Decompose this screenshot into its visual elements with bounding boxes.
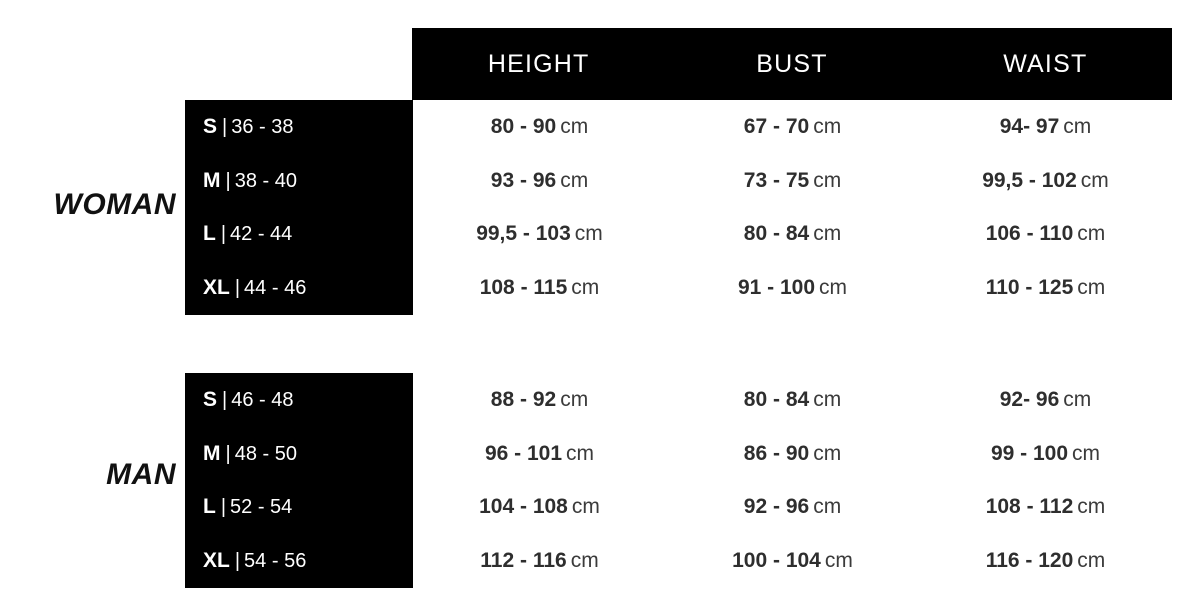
height-unit: cm [560,387,589,411]
size-cell [185,442,413,466]
column-header-bust: BUST [756,49,828,78]
waist-cell [919,495,1172,519]
size-code: XL [203,549,230,573]
height-value: 88 - 92 [490,387,557,411]
height-cell [413,495,666,519]
group-label-woman: WOMAN [53,188,176,221]
size-range: 44 - 46 [244,277,307,300]
waist-unit: cm [1077,222,1106,246]
bust-unit: cm [813,387,842,411]
size-separator: | [234,277,241,300]
height-value: 99,5 - 103 [476,222,571,246]
bust-unit: cm [813,222,842,246]
height-cell [413,442,666,466]
bust-cell [666,115,919,139]
table-body-woman [185,100,1172,315]
bust-unit: cm [813,495,842,519]
size-code: M [203,441,221,465]
size-separator: | [225,442,231,465]
waist-cell [919,388,1172,412]
waist-unit: cm [1072,441,1101,465]
height-value: 112 - 116 [480,549,567,573]
column-header-height: HEIGHT [487,49,590,78]
waist-cell [919,222,1172,246]
waist-cell [919,276,1172,300]
height-unit: cm [560,114,589,138]
size-code: S [203,387,218,411]
height-value: 93 - 96 [490,168,557,192]
size-separator: | [220,223,227,246]
height-cell [413,276,666,300]
waist-value: 106 - 110 [985,222,1074,246]
bust-unit: cm [813,114,842,138]
waist-unit: cm [1080,168,1109,192]
bust-value: 73 - 75 [743,168,810,192]
height-unit: cm [570,549,599,573]
waist-value: 92- 96 [999,387,1060,411]
waist-unit: cm [1063,387,1092,411]
table-row [185,534,1172,588]
height-unit: cm [571,276,600,300]
size-range: 42 - 44 [230,223,293,246]
size-separator: | [234,550,241,573]
bust-unit: cm [813,168,842,192]
waist-value: 99,5 - 102 [982,168,1077,192]
size-range: 54 - 56 [244,550,307,573]
bust-value: 80 - 84 [743,222,810,246]
bust-cell [666,549,919,573]
table-body-man [185,373,1172,588]
height-value: 104 - 108 [479,495,568,519]
table-header-row [412,28,1172,100]
waist-cell [919,549,1172,573]
size-separator: | [222,388,228,411]
height-unit: cm [571,495,600,519]
size-range: 46 - 48 [231,388,294,411]
size-cell [185,388,413,412]
waist-unit: cm [1063,114,1092,138]
bust-value: 92 - 96 [743,495,810,519]
height-unit: cm [574,222,603,246]
height-cell [413,388,666,412]
bust-cell [666,388,919,412]
height-cell [413,115,666,139]
size-code: S [203,114,218,138]
table-row [185,427,1172,481]
size-code: L [203,495,216,519]
size-cell [185,115,413,139]
bust-unit: cm [819,276,848,300]
height-value: 96 - 101 [484,441,563,465]
bust-cell [666,169,919,193]
size-separator: | [225,169,231,192]
bust-value: 100 - 104 [732,549,821,573]
bust-value: 80 - 84 [743,387,810,411]
size-code: XL [203,276,230,300]
bust-unit: cm [824,549,853,573]
waist-value: 108 - 112 [985,495,1074,519]
table-row [185,154,1172,208]
waist-cell [919,169,1172,193]
size-cell [185,169,413,193]
height-cell [413,549,666,573]
waist-unit: cm [1077,276,1106,300]
table-row [185,481,1172,535]
waist-unit: cm [1077,549,1106,573]
table-row [185,373,1172,427]
waist-value: 110 - 125 [985,276,1074,300]
bust-cell [666,442,919,466]
table-row [185,261,1172,315]
size-cell [185,222,413,246]
waist-unit: cm [1077,495,1106,519]
size-code: L [203,222,216,246]
height-cell [413,169,666,193]
bust-value: 86 - 90 [743,441,810,465]
group-label-man: MAN [106,458,176,491]
height-value: 108 - 115 [479,276,568,300]
size-range: 48 - 50 [234,442,297,465]
waist-value: 99 - 100 [990,441,1069,465]
size-cell [185,276,413,300]
table-row [185,208,1172,262]
size-cell [185,495,413,519]
height-cell [413,222,666,246]
size-separator: | [220,496,227,519]
bust-value: 91 - 100 [737,276,816,300]
bust-value: 67 - 70 [743,114,810,138]
bust-cell [666,222,919,246]
height-unit: cm [566,441,595,465]
size-code: M [203,168,221,192]
bust-unit: cm [813,441,842,465]
table-row [185,100,1172,154]
waist-cell [919,442,1172,466]
height-value: 80 - 90 [490,114,557,138]
size-range: 38 - 40 [234,169,297,192]
height-unit: cm [560,168,589,192]
size-range: 52 - 54 [230,496,293,519]
size-cell [185,549,413,573]
bust-cell [666,495,919,519]
size-separator: | [222,115,228,138]
waist-value: 94- 97 [999,114,1060,138]
waist-cell [919,115,1172,139]
waist-value: 116 - 120 [985,549,1074,573]
bust-cell [666,276,919,300]
column-header-waist: WAIST [1003,49,1088,78]
size-range: 36 - 38 [231,115,294,138]
